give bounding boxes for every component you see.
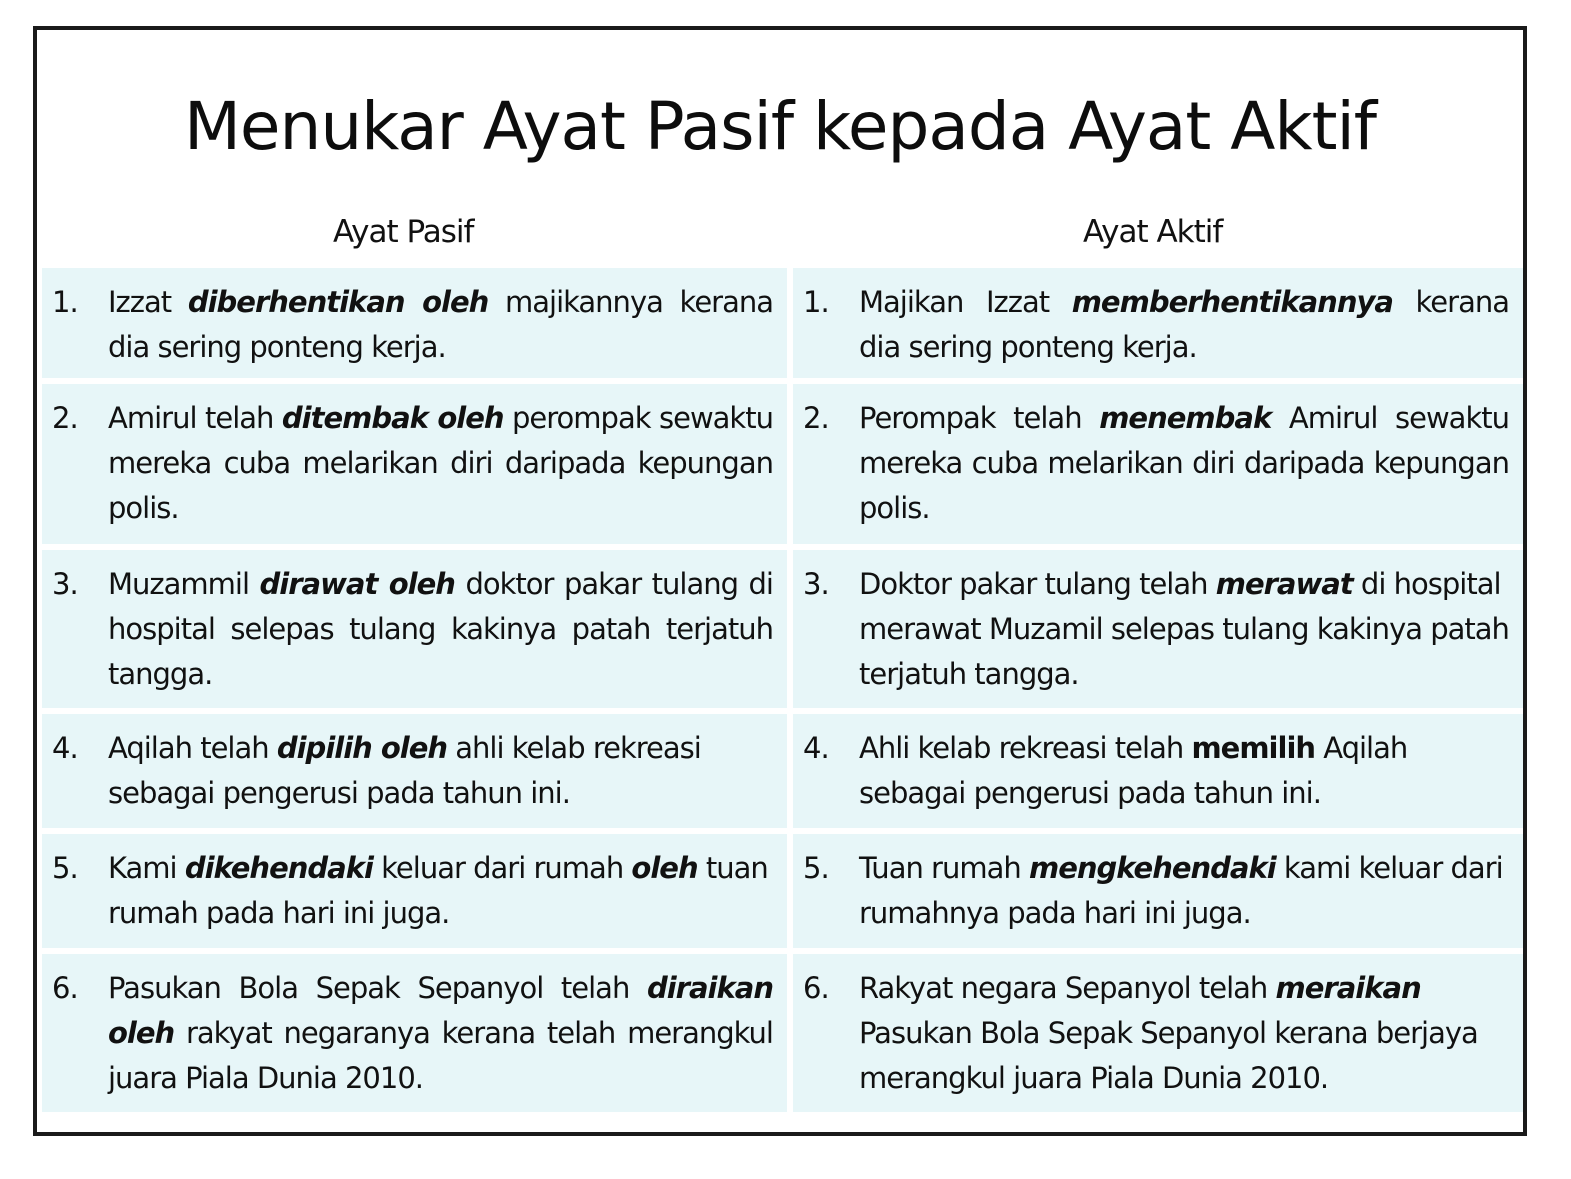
keyword: meraikan — [1275, 971, 1421, 1005]
pasif-cell — [42, 714, 787, 828]
keyword: menembak — [1099, 401, 1272, 435]
aktif-cell — [793, 384, 1523, 544]
keyword: dipilih oleh — [276, 731, 448, 765]
keyword: dikehendaki — [184, 851, 373, 885]
aktif-cell — [793, 550, 1523, 708]
sentence-text: Rakyat negara Sepanyol telah meraikan Pasukan Bola Sepak Sepanyol kerana berjaya merangkul juara Piala Dunia 2010. — [859, 971, 1478, 1095]
sentence-text: Tuan rumah mengkehendaki kami keluar dari rumahnya pada hari ini juga. — [859, 851, 1503, 930]
column-aktif — [793, 268, 1523, 1112]
keyword: dirawat oleh — [259, 567, 455, 601]
pasif-cell — [42, 384, 787, 544]
column-header-aktif: Ayat Aktif — [1083, 214, 1223, 250]
keyword: memberhentikannya — [1071, 285, 1393, 319]
pasif-cell — [42, 550, 787, 708]
keyword: ditembak oleh — [281, 401, 504, 435]
item-number: 5. — [52, 851, 78, 885]
item-number: 3. — [52, 567, 78, 601]
sentence-text: Pasukan Bola Sepak Sepanyol telah diraikan oleh rakyat negaranya kerana telah merangkul juara Piala Dunia 2010. — [108, 971, 773, 1095]
item-number: 4. — [803, 731, 829, 765]
pasif-cell — [42, 268, 787, 378]
keyword: diberhentikan oleh — [187, 285, 489, 319]
pasif-cell — [42, 954, 787, 1112]
aktif-cell — [793, 268, 1523, 378]
aktif-cell — [793, 714, 1523, 828]
sentence-text: Amirul telah ditembak oleh perompak sewaktu mereka cuba melarikan diri daripada kepungan polis. — [108, 401, 773, 525]
aktif-cell — [793, 954, 1523, 1112]
item-number: 6. — [803, 971, 829, 1005]
comparison-table — [42, 268, 1523, 1112]
item-number: 2. — [803, 401, 829, 435]
sentence-text: Muzammil dirawat oleh doktor pakar tulang di hospital selepas tulang kakinya patah terjatuh tangga. — [108, 567, 773, 691]
item-number: 6. — [52, 971, 78, 1005]
column-pasif — [42, 268, 787, 1112]
sentence-text: Doktor pakar tulang telah merawat di hospital merawat Muzamil selepas tulang kakinya patah terjatuh tangga. — [859, 567, 1509, 691]
item-number: 2. — [52, 401, 78, 435]
item-number: 3. — [803, 567, 829, 601]
item-number: 1. — [803, 285, 829, 319]
page-title: Menukar Ayat Pasif kepada Ayat Aktif — [183, 88, 1377, 165]
document-frame — [33, 26, 1527, 1136]
pasif-cell — [42, 834, 787, 948]
column-header-pasif: Ayat Pasif — [333, 214, 474, 250]
sentence-text: Aqilah telah dipilih oleh ahli kelab rekreasi sebagai pengerusi pada tahun ini. — [108, 731, 701, 810]
sentence-text: Perompak telah menembak Amirul sewaktu mereka cuba melarikan diri daripada kepungan polis. — [859, 401, 1509, 525]
keyword: diraikan oleh — [108, 971, 773, 1050]
keyword: merawat — [1215, 567, 1353, 601]
sentence-text: Ahli kelab rekreasi telah memilih Aqilah sebagai pengerusi pada tahun ini. — [859, 731, 1408, 810]
item-number: 5. — [803, 851, 829, 885]
keyword: oleh — [631, 851, 698, 885]
item-number: 1. — [52, 285, 78, 319]
sentence-text: Majikan Izzat memberhentikannya kerana dia sering ponteng kerja. — [859, 285, 1509, 364]
keyword: mengkehendaki — [1028, 851, 1276, 885]
item-number: 4. — [52, 731, 78, 765]
keyword: memilih — [1191, 731, 1316, 765]
sentence-text: Izzat diberhentikan oleh majikannya kerana dia sering ponteng kerja. — [108, 285, 774, 364]
sentence-text: Kami dikehendaki keluar dari rumah oleh tuan rumah pada hari ini juga. — [108, 851, 768, 930]
aktif-cell — [793, 834, 1523, 948]
